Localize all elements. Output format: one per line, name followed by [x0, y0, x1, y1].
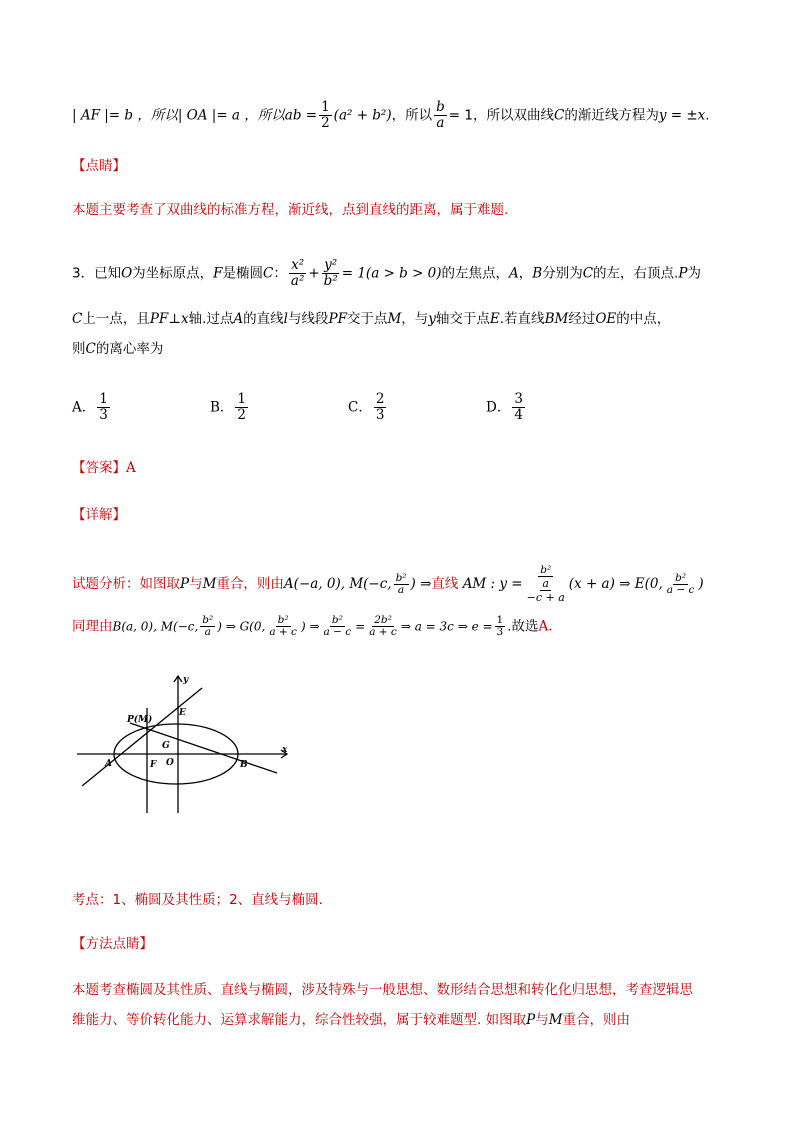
fraction: $\frac{\text{y²}}{\text{b²}}$	[323, 257, 338, 289]
math-span: = 1(a > b > 0)	[341, 265, 442, 282]
analysis-line-2	[72, 615, 553, 638]
text-span: 的中点，	[616, 311, 671, 327]
math-span: B	[532, 265, 543, 282]
label-o: O	[166, 758, 174, 768]
answer-label: 【答案】	[72, 460, 126, 476]
text-span: 3．已知	[72, 265, 122, 282]
question-line-3	[72, 339, 163, 359]
math-span: C	[582, 265, 594, 282]
text-span: 为	[687, 265, 701, 282]
choice-label: B．	[210, 399, 234, 416]
label-y: y	[183, 675, 189, 685]
math-span: M	[202, 576, 217, 592]
fraction: $\frac{1}{3}$	[496, 614, 504, 638]
math-span: B(a, 0), M(−c,	[112, 619, 199, 634]
math-span: PF	[328, 311, 347, 327]
answer-ref: A.	[538, 618, 553, 635]
text-span: 的离心率为	[95, 341, 164, 357]
math-span: )	[698, 576, 704, 592]
choice-a[interactable]	[72, 392, 112, 423]
fraction: $\frac{\text{b²}}{a}$	[202, 614, 214, 638]
label-e: E	[179, 708, 186, 718]
math-span: AM : y =	[462, 576, 523, 592]
math-span: C	[85, 341, 96, 357]
text-span: 与	[535, 1012, 549, 1028]
math-span: A	[233, 311, 244, 327]
math-span: P	[678, 265, 688, 282]
math-span: P	[526, 1012, 536, 1028]
text-span: | AF |= b ，所以| OA |= a ，所以	[72, 107, 285, 124]
text-span: 重合，则由	[216, 576, 284, 592]
fraction: $\frac{2}{3}$	[375, 391, 385, 423]
math-span: M	[548, 1012, 563, 1028]
question-line-1	[72, 258, 701, 289]
math-span: (x + a) ⇒ E(0,	[568, 576, 663, 592]
fraction: $\frac{b}{a}$	[436, 99, 445, 131]
text-span: 的左，右顶点.	[593, 265, 679, 282]
math-span: C	[72, 311, 83, 327]
math-span: ) ⇒	[300, 619, 320, 634]
text-span: 直线	[431, 576, 459, 592]
math-span: A	[509, 265, 519, 282]
math-span: ⇒ a = 3c ⇒ e =	[400, 619, 493, 634]
math-span: C	[263, 265, 274, 282]
math-span: A(−a, 0), M(−c,	[283, 576, 392, 592]
fraction: $\frac{\text{b²}}{a - c}$	[323, 614, 352, 638]
math-span: PF⊥x	[149, 311, 189, 327]
text-span: = 1，所以双曲线	[448, 107, 554, 124]
answer-line	[72, 458, 136, 478]
fraction: $\frac{1}{2}$	[321, 99, 330, 131]
text-span: 的直线	[243, 311, 284, 327]
text-span: .若直线	[499, 311, 545, 327]
math-span: OE	[595, 311, 617, 327]
math-span: ) ⇒	[410, 576, 432, 592]
text-span: 轴.过点	[188, 311, 234, 327]
heading-xiangjie: 【详解】	[72, 507, 126, 523]
choice-label: D．	[486, 399, 511, 416]
text-span: 交于点	[346, 311, 388, 327]
math-span: y = ±x	[658, 107, 706, 124]
text-span: 试题分析：如图取	[72, 576, 180, 592]
text-span: 轴交于点	[435, 311, 490, 327]
fraction: $\frac{\text{b²}}{a - c}$	[666, 571, 695, 596]
fraction: $\frac{\text{b²}}{a}$	[395, 571, 407, 596]
choice-c[interactable]	[348, 392, 388, 423]
math-span: P	[180, 576, 190, 592]
question-line-2	[72, 309, 670, 329]
heading-fangfa: 【方法点睛】	[72, 936, 153, 952]
math-span: E	[489, 311, 500, 327]
math-span: BM	[544, 311, 569, 327]
label-b: B	[240, 760, 248, 770]
fraction: $\frac{3}{4}$	[514, 391, 523, 423]
text-span: ，所以	[391, 107, 433, 124]
text-span: 分别为	[542, 265, 583, 282]
heading-dianjing: 【点睛】	[72, 158, 126, 174]
math-span: y	[428, 311, 436, 327]
kaodian-line: 考点：1、椭圆及其性质；2、直线与椭圆.	[72, 892, 323, 908]
math-span: l	[283, 311, 288, 327]
math-span: F	[213, 265, 223, 282]
prev-solution-line	[72, 100, 710, 131]
choice-label: C．	[348, 399, 372, 416]
ellipse-figure	[72, 668, 302, 818]
analysis-line-1	[72, 564, 704, 604]
choice-label: A．	[72, 399, 96, 416]
text-span: 则	[72, 341, 86, 357]
fraction: $\frac{\text{x²}}{\text{a²}}$	[290, 257, 305, 289]
text-span: 的渐近线方程为	[564, 107, 659, 124]
text-span: 是椭圆	[222, 265, 264, 282]
text-span: ，	[518, 265, 533, 282]
math-span: (a² + b²)	[333, 107, 392, 124]
text-span: 的左焦点，	[441, 265, 510, 282]
math-span: C	[553, 107, 565, 124]
label-a: A	[105, 759, 112, 769]
label-g: G	[162, 741, 170, 751]
text-span: 维能力、等价转化能力、运算求解能力，综合性较强，属于较难题型. 如图取	[72, 1012, 527, 1028]
text-span: 同理由	[72, 618, 113, 635]
fraction: b² a −c + a	[526, 564, 565, 604]
label-x: x	[282, 745, 288, 755]
method-line-1: 本题考查椭圆及其性质、直线与椭圆，涉及特殊与一般思想、数形结合思想和转化化归思想，考查逻辑思	[72, 982, 693, 998]
label-f: F	[150, 760, 157, 770]
math-span: ) ⇒ G(0,	[217, 619, 266, 634]
line-am	[82, 688, 202, 786]
answer-value: A	[126, 460, 136, 476]
text-span: 重合，则由	[562, 1012, 631, 1028]
math-span: O	[121, 265, 133, 282]
text-span: ，与	[401, 311, 429, 327]
math-span: ab =	[284, 107, 318, 124]
text-span: 与	[189, 576, 203, 592]
method-line-2	[72, 1010, 630, 1030]
text-span: .故选	[507, 618, 539, 635]
text-span: 经过	[568, 311, 596, 327]
fraction: $\frac{1}{3}$	[99, 391, 108, 423]
fraction: $\frac{\text{2b²}}{a + c}$	[369, 614, 397, 638]
math-span: +	[308, 265, 320, 282]
text-span: 上一点，且	[82, 311, 150, 327]
math-span: M	[387, 311, 402, 327]
math-span: =	[355, 619, 366, 634]
text-span: .	[705, 107, 710, 124]
label-pm: P(M)	[127, 715, 153, 725]
text-span: ：	[273, 265, 287, 282]
choice-b[interactable]	[210, 392, 250, 423]
text-span: 为坐标原点，	[132, 265, 214, 282]
fraction: $\frac{\text{b²}}{a + c}$	[269, 614, 297, 638]
text-span: 与线段	[287, 311, 329, 327]
summary-text: 本题主要考查了双曲线的标准方程，渐近线，点到直线的距离，属于难题.	[72, 202, 509, 218]
choice-d[interactable]	[486, 392, 527, 423]
fraction: $\frac{1}{2}$	[237, 391, 247, 423]
